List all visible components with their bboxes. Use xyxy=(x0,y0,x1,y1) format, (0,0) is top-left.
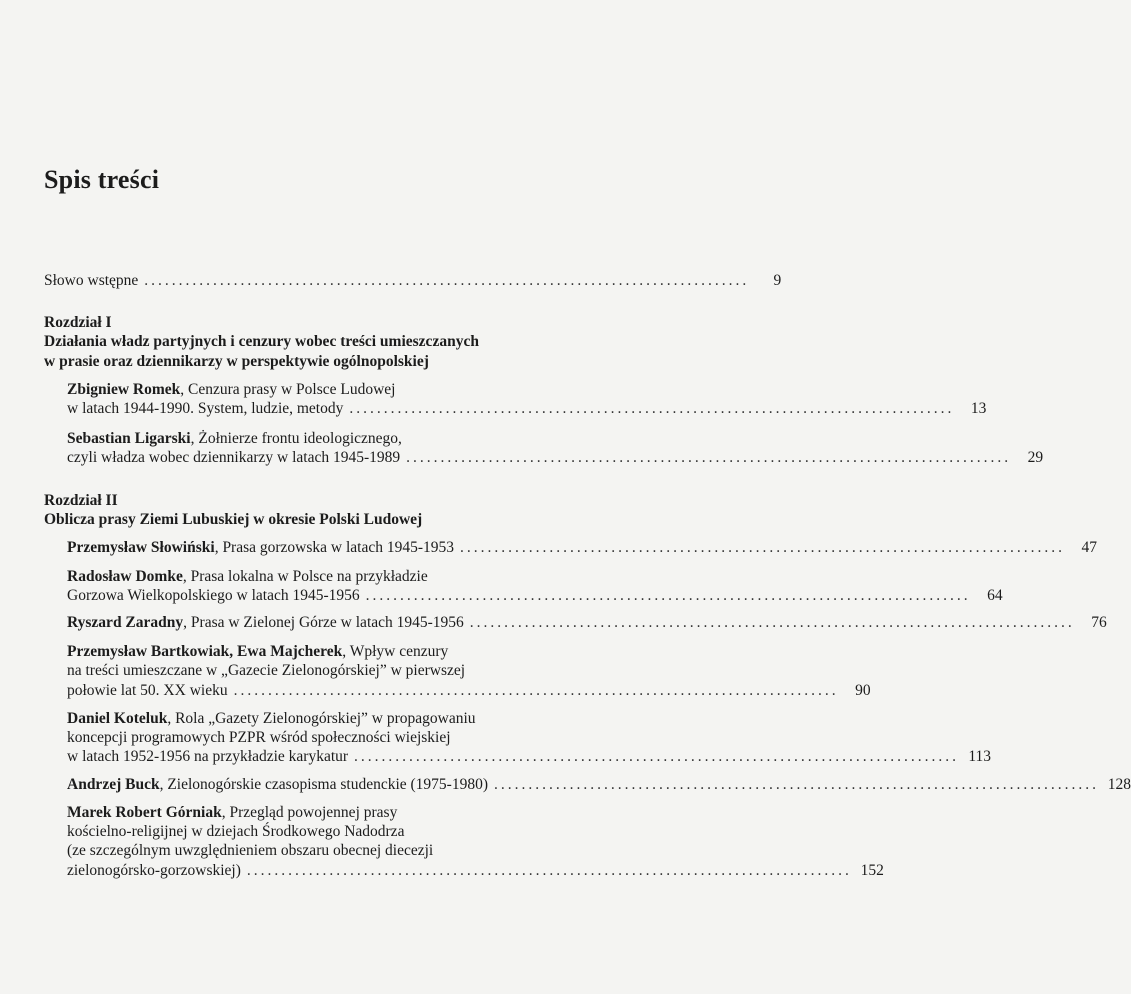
entry-title: czyli władza wobec dziennikarzy w latach 1945-1989 xyxy=(67,449,401,466)
entry-author: Zbigniew Romek xyxy=(67,381,181,398)
page-number: 90 xyxy=(855,682,871,699)
entry-title: Słowo wstępne xyxy=(44,272,139,289)
entry-title: połowie lat 50. XX wieku xyxy=(67,682,228,699)
toc-entry-continuation[interactable] xyxy=(67,680,871,702)
leader-dots: ........................................................................................ xyxy=(469,614,1075,631)
entry-title: , Wpływ cenzury xyxy=(342,643,449,660)
entry-title: w latach 1944-1990. System, ludzie, metody xyxy=(67,400,344,417)
entry-title: , Przegląd powojennej prasy xyxy=(221,804,398,821)
toc-entry-continuation[interactable] xyxy=(67,398,987,420)
entry-title: zielonogórsko-gorzowskiej) xyxy=(67,862,241,879)
toc-entry-continuation: koncepcji programowych PZPR wśród społeczności wiejskiej xyxy=(67,729,451,746)
entry-author: Radosław Domke xyxy=(67,568,183,585)
leader-dots: ........................................................................................ xyxy=(349,400,955,417)
page-number: 64 xyxy=(987,587,1003,604)
toc-entry[interactable] xyxy=(67,537,1098,559)
leader-dots: ........................................................................................ xyxy=(144,272,750,289)
entry-author: Daniel Koteluk xyxy=(67,710,168,727)
toc-entry-continuation: (ze szczególnym uwzględnieniem obszaru obecnej diecezji xyxy=(67,842,434,859)
toc-entry[interactable] xyxy=(67,774,1131,796)
entry-author: Przemysław Słowiński xyxy=(67,539,215,556)
entry-title: , Prasa lokalna w Polsce na przykładzie xyxy=(182,568,428,585)
leader-dots: ........................................................................................ xyxy=(460,539,1066,556)
chapter-label: Rozdział I xyxy=(44,314,112,331)
entry-title: w latach 1952-1956 na przykładzie karykatur xyxy=(67,748,349,765)
toc-entry-continuation[interactable] xyxy=(67,447,1044,469)
leader-dots: ........................................................................................ xyxy=(354,748,960,765)
page-number: 113 xyxy=(968,748,992,765)
entry-title: , Zielonogórskie czasopisma studenckie (1975-1980) xyxy=(159,776,489,793)
toc-entry-continuation[interactable] xyxy=(67,860,884,882)
toc-entry-continuation[interactable] xyxy=(67,746,992,768)
entry-title: , Rola „Gazety Zielonogórskiej” w propagowaniu xyxy=(167,710,476,727)
page-number: 47 xyxy=(1081,539,1098,556)
leader-dots: ........................................................................................ xyxy=(406,449,1012,466)
page-number: 29 xyxy=(1027,449,1044,466)
leader-dots: ........................................................................................ xyxy=(365,587,971,604)
page-number: 76 xyxy=(1091,614,1107,631)
entry-author: Sebastian Ligarski xyxy=(67,430,191,447)
chapter-label: Rozdział II xyxy=(44,492,118,509)
page-number: 128 xyxy=(1107,776,1131,793)
chapter-title-line: w prasie oraz dziennikarzy w perspektywie ogólnopolskiej xyxy=(44,353,429,370)
toc-entry-foreword[interactable] xyxy=(44,270,782,292)
entry-title: , Żołnierze frontu ideologicznego, xyxy=(190,430,402,447)
page-number: 9 xyxy=(773,272,782,289)
entry-author: Ryszard Zaradny xyxy=(67,614,184,631)
chapter-title-line: Działania władz partyjnych i cenzury wobec treści umieszczanych xyxy=(44,333,479,350)
leader-dots: ........................................................................................ xyxy=(246,862,852,879)
page-title: Spis treści xyxy=(44,165,160,194)
leader-dots: ........................................................................................ xyxy=(233,682,839,699)
toc-entry-continuation[interactable] xyxy=(67,585,1003,607)
entry-title: , Prasa w Zielonej Górze w latach 1945-1956 xyxy=(183,614,464,631)
entry-title: , Prasa gorzowska w latach 1945-1953 xyxy=(214,539,455,556)
toc-entry[interactable] xyxy=(67,612,1107,634)
chapter-title-line: Oblicza prasy Ziemi Lubuskiej w okresie Polski Ludowej xyxy=(44,511,423,528)
entry-author: Andrzej Buck xyxy=(67,776,160,793)
entry-title: Gorzowa Wielkopolskiego w latach 1945-1956 xyxy=(67,587,360,604)
page-number: 13 xyxy=(970,400,987,417)
toc-entry-continuation: na treści umieszczane w „Gazecie Zielonogórskiej” w pierwszej xyxy=(67,662,466,679)
entry-title: , Cenzura prasy w Polsce Ludowej xyxy=(180,381,396,398)
page-number: 152 xyxy=(860,862,884,879)
leader-dots: ........................................................................................ xyxy=(494,776,1100,793)
entry-author: Marek Robert Górniak xyxy=(67,804,222,821)
toc-entry-continuation: kościelno-religijnej w dziejach Środkowego Nadodrza xyxy=(67,823,405,840)
entry-author: Przemysław Bartkowiak, Ewa Majcherek xyxy=(67,643,343,660)
